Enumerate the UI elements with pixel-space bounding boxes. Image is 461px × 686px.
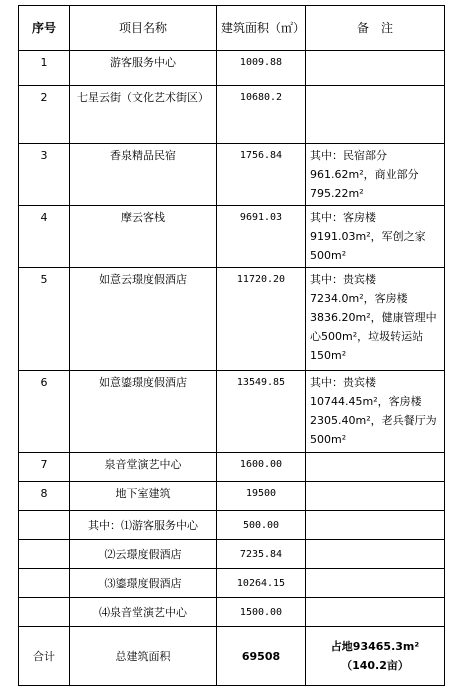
row-name: 如意云璟度假酒店 (70, 268, 217, 371)
subrow-name: ⑷泉音堂演艺中心 (70, 598, 217, 627)
row-seq: 7 (19, 453, 70, 482)
row-name: 香泉精品民宿 (70, 144, 217, 206)
subrow-seq-empty (19, 569, 70, 598)
row-note: 其中：贵宾楼10744.45m²，客房楼2305.40m²，老兵餐厅为500m² (306, 371, 445, 453)
total-area: 69508 (217, 627, 306, 686)
table-row (19, 482, 445, 511)
row-note (306, 453, 445, 482)
table-header-row (19, 6, 445, 51)
table-subrow (19, 569, 445, 598)
row-name: 如意鎏璟度假酒店 (70, 371, 217, 453)
row-seq: 5 (19, 268, 70, 371)
row-area: 19500 (217, 482, 306, 511)
table-subrow (19, 540, 445, 569)
row-name: 泉音堂演艺中心 (70, 453, 217, 482)
table-subrow (19, 598, 445, 627)
subrow-name: ⑵云璟度假酒店 (70, 540, 217, 569)
subrow-area: 500.00 (217, 511, 306, 540)
total-name: 总建筑面积 (70, 627, 217, 686)
row-area: 13549.85 (217, 371, 306, 453)
subrow-note-empty (306, 511, 445, 540)
row-note: 其中：客房楼9191.03m²，军创之家500m² (306, 206, 445, 268)
row-seq: 8 (19, 482, 70, 511)
row-name: 摩云客栈 (70, 206, 217, 268)
table-subrow (19, 511, 445, 540)
header-name: 项目名称 (70, 6, 217, 51)
row-name: 地下室建筑 (70, 482, 217, 511)
row-area: 11720.20 (217, 268, 306, 371)
table-row (19, 371, 445, 453)
row-name: 游客服务中心 (70, 51, 217, 86)
table-row (19, 453, 445, 482)
subrow-name: ⑶鎏璟度假酒店 (70, 569, 217, 598)
subrow-note-empty (306, 540, 445, 569)
header-seq: 序号 (19, 6, 70, 51)
row-name: 七星云街（文化艺术街区） (70, 86, 217, 144)
subrow-note-empty (306, 569, 445, 598)
row-area: 10680.2 (217, 86, 306, 144)
subrow-note-empty (306, 598, 445, 627)
total-row (19, 627, 445, 686)
table-row (19, 86, 445, 144)
row-note (306, 86, 445, 144)
row-seq: 3 (19, 144, 70, 206)
row-seq: 4 (19, 206, 70, 268)
building-area-table (18, 5, 445, 686)
row-note: 其中：贵宾楼7234.0m²，客房楼3836.20m²，健康管理中心500m²，垃圾转运站150m² (306, 268, 445, 371)
header-note: 备 注 (306, 6, 445, 51)
row-seq: 6 (19, 371, 70, 453)
total-label: 合计 (19, 627, 70, 686)
row-area: 1756.84 (217, 144, 306, 206)
subrow-seq-empty (19, 511, 70, 540)
subrow-seq-empty (19, 540, 70, 569)
subrow-seq-empty (19, 598, 70, 627)
subrow-area: 1500.00 (217, 598, 306, 627)
row-seq: 2 (19, 86, 70, 144)
header-area: 建筑面积（㎡） (217, 6, 306, 51)
subrow-area: 7235.84 (217, 540, 306, 569)
row-note: 其中：民宿部分961.62m²，商业部分795.22m² (306, 144, 445, 206)
row-note (306, 482, 445, 511)
table-row (19, 144, 445, 206)
total-note: 占地93465.3m²（140.2亩） (306, 627, 445, 686)
row-area: 1600.00 (217, 453, 306, 482)
row-note (306, 51, 445, 86)
row-area: 1009.88 (217, 51, 306, 86)
table-row (19, 206, 445, 268)
table-row (19, 51, 445, 86)
row-area: 9691.03 (217, 206, 306, 268)
subrow-area: 10264.15 (217, 569, 306, 598)
table-row (19, 268, 445, 371)
row-seq: 1 (19, 51, 70, 86)
subrow-name: 其中：⑴游客服务中心 (70, 511, 217, 540)
